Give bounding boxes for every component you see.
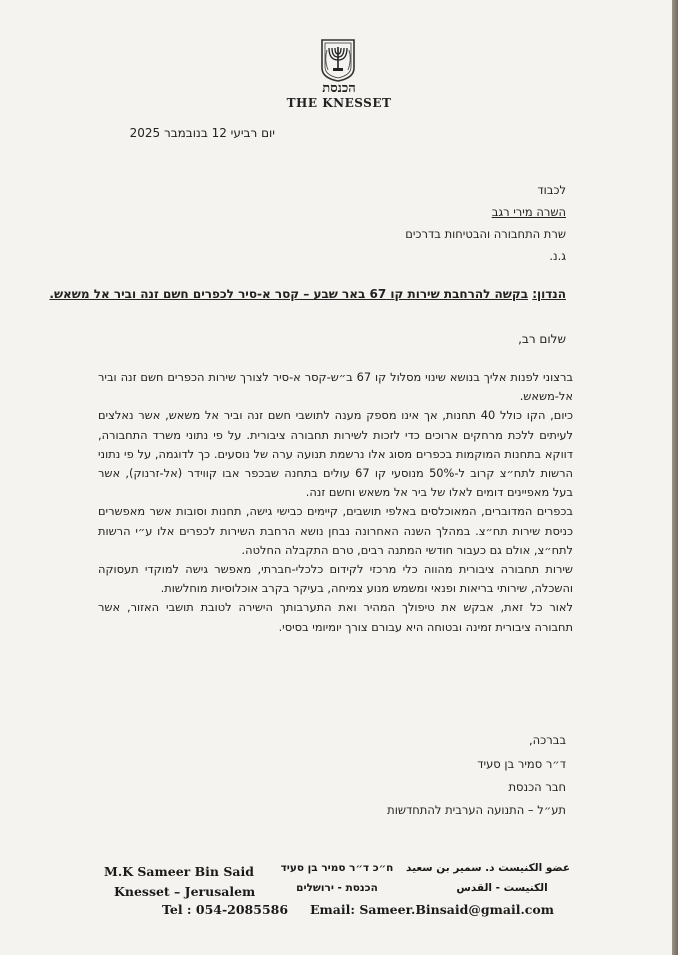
subject-label: הנדון: [532, 287, 566, 301]
footer-hebrew-name: ח״כ ד״ר סמיר בן סעיד [280, 862, 394, 874]
footer-email: Email: Sameer.Binsaid@gmail.com [310, 902, 554, 917]
signature-party: תע״ל – התנועה הערבית להתחדשות [387, 803, 566, 817]
footer-hebrew-location: הכנסת - ירושלים [296, 882, 378, 894]
subject-text: בקשה להרחבת שירות קו 67 באר שבע – קסר א-סיר לכפרים חשם זנה וביר אל משאש. [49, 287, 529, 301]
footer-arabic-name: عضو الكنيست د. سمير بن سعيد [406, 862, 570, 874]
recipient-gg: ג.נ. [549, 249, 566, 263]
recipient-honorific: לכבוד [537, 183, 566, 197]
footer-english-location: Knesset – Jerusalem [114, 884, 256, 899]
letter-date: יום רביעי 12 בנובמבר 2025 [129, 126, 275, 140]
org-name-hebrew: הכנסת [322, 81, 356, 96]
subject-line [49, 287, 566, 301]
org-name-english: THE KNESSET [286, 96, 392, 110]
footer-phone: Tel : 054-2085586 [162, 902, 289, 917]
greeting: שלום רב, [518, 332, 566, 346]
menorah-emblem-icon [318, 38, 358, 82]
page-edge-shadow [672, 0, 678, 955]
body-paragraph: בכפרים המדוברים, המאוכלסים באלפי תושבים, קיימים כבישי גישה, תחנות וסובות אשר מאפשרים כניסת שירות תח״צ. במהלך השנה האחרונה נבחן נושא הרחבת השירות לכפרים אלו ע״י הרשות לתח״צ, אולם גם כעבור חודשי המתנה רבים, טרם התקבלה החלטה. [98, 504, 573, 557]
footer-english-name: M.K Sameer Bin Said [104, 864, 254, 879]
signature-name: ד״ר סמיר בן סעיד [477, 757, 566, 771]
body-paragraph: כיום, הקו כולל 40 תחנות, אך אינו מספק מענה לתושבי חשם זנה וביר אל משאש, אשר נאלצים לעיתים ללכת מרחקים ארוכים כדי לזכות לשירות תחבורה ציבורית. על פי נתוני משרד התחבורה, דווקא בתחנות המוקמות בכפרים מסוג אלו נרשמת תנועה ערה של נוסעים. כך לדוגמה, על פי נתוני הרשות לתח״צ קרוב ל-50% מנוסעי קו 67 עולים בתחנה שבכפר אבו קווידר (אל-זרנוק), אשר בעל מאפיינים דומים לאלו של ביר אל משאש וחשם זנה. [98, 408, 574, 500]
letter-body [98, 368, 573, 637]
recipient-name: השרה מירי רגב [491, 205, 566, 219]
footer-arabic-location: الكنيست - القدس [456, 882, 548, 894]
signature-closing: בברכה, [528, 733, 566, 747]
body-paragraph: שירות תחבורה ציבורית מהווה כלי מרכזי לקידום כלכלי-חברתי, מאפשר גישה למוקדי תעסוקה והשכלה, שירותי בריאות ופנאי ומשמש מנוע צמיחה, בעיקר בקרב אוכלוסיות מוחלשות. [98, 562, 573, 596]
body-paragraph: לאור כל זאת, אבקש את טיפולך המהיר ואת התערבותך הישירה לטובת תושבי האזור, אשר תחבורה ציבורית זמינה ובטוחה היא עבורם צורך יומיומי בסיסי. [98, 600, 573, 634]
body-paragraph: ברצוני לפנות אליך בנושא שינוי מסלול קו 67 ב״ש-קסר א-סיר לצורך שירות הכפרים חשם זנה וביר אל-משאש. [98, 370, 573, 404]
signature-role: חבר הכנסת [508, 780, 566, 794]
recipient-title: שרת התחבורה והבטיחות בדרכים [405, 227, 566, 241]
